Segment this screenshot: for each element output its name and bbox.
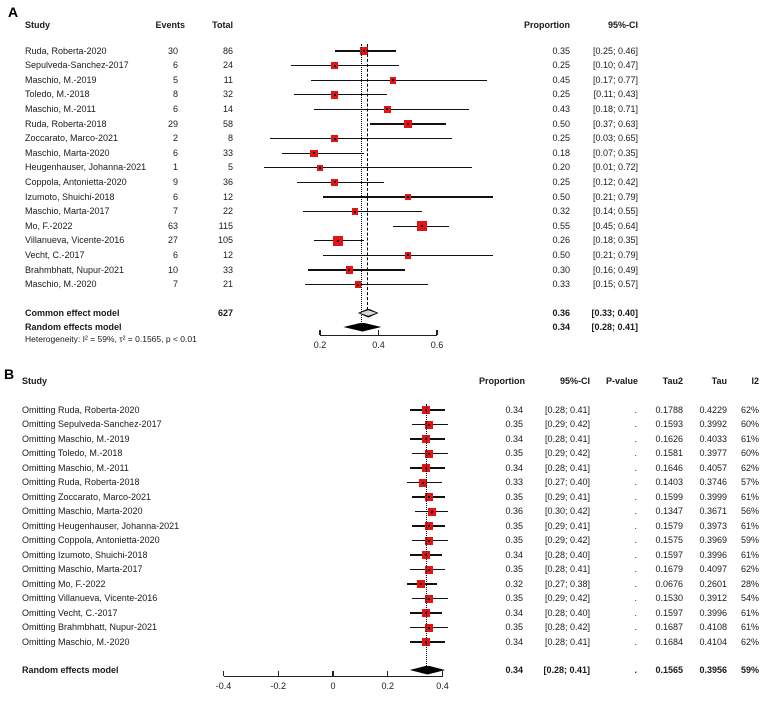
- pvalue-value: .: [634, 448, 637, 458]
- ci-value: [0.12; 0.42]: [592, 176, 638, 187]
- total-value: 14: [222, 103, 233, 114]
- proportion-value: 0.32: [552, 206, 570, 217]
- total-value: 105: [217, 235, 233, 246]
- study-name: Omitting Maschio, Marta-2020: [22, 506, 143, 516]
- random-effects-label: Random effects model: [22, 664, 119, 675]
- axis-tick: [278, 671, 279, 677]
- events-value: 1: [172, 162, 178, 173]
- study-name: Omitting Ruda, Roberta-2018: [22, 477, 140, 487]
- events-value: 30: [167, 45, 178, 56]
- col-header-proportion-b: Proportion: [479, 376, 525, 386]
- study-name: Omitting Villanueva, Vicente-2016: [22, 593, 158, 603]
- col-header-pvalue: P-value: [605, 376, 638, 386]
- effect-square: [390, 77, 397, 84]
- i2-value: 60%: [740, 419, 759, 429]
- proportion-value: 0.34: [505, 404, 523, 415]
- ci-value: [0.28; 0.41]: [544, 636, 590, 647]
- i2-value: 61%: [740, 549, 759, 560]
- random-effects-ci: [0.28; 0.41]: [543, 664, 590, 675]
- col-header-study-a: Study: [25, 20, 51, 30]
- proportion-value: 0.35: [505, 622, 523, 632]
- study-name: Maschio, Marta-2017: [25, 206, 110, 217]
- ci-value: [0.29; 0.41]: [544, 491, 590, 502]
- effect-square: [331, 135, 338, 142]
- ci-line: [264, 167, 472, 168]
- events-value: 29: [167, 118, 178, 129]
- tau2-value: 0.1597: [655, 607, 683, 618]
- ci-value: [0.25; 0.46]: [592, 45, 638, 56]
- ci-value: [0.45; 0.64]: [592, 220, 638, 231]
- col-header-events: Events: [155, 20, 185, 30]
- random-effects-i2: 59%: [740, 664, 759, 675]
- total-value: 32: [222, 89, 233, 100]
- col-header-ci-a: 95%-CI: [607, 20, 638, 30]
- col-header-i2: I2: [751, 376, 759, 386]
- study-name: Omitting Heugenhauser, Johanna-2021: [22, 520, 180, 531]
- proportion-value: 0.34: [505, 433, 523, 444]
- forest-plot-area-b: [180, 398, 470, 703]
- axis-tick: [378, 330, 379, 336]
- study-name: Ruda, Roberta-2020: [25, 45, 107, 56]
- events-value: 7: [172, 206, 178, 217]
- study-name: Omitting Maschio, Marta-2017: [22, 564, 143, 574]
- tau-value: 0.2601: [699, 578, 727, 589]
- tau2-value: 0.1597: [655, 549, 683, 560]
- study-name: Mo, F.-2022: [25, 220, 73, 231]
- pvalue-value: .: [634, 636, 637, 647]
- proportion-value: 0.34: [505, 607, 523, 618]
- effect-square: [333, 236, 343, 246]
- random-effects-ci: [0.28; 0.41]: [591, 321, 638, 332]
- ci-value: [0.17; 0.77]: [592, 74, 638, 85]
- axis-tick-label: -0.4: [215, 681, 232, 691]
- ci-value: [0.28; 0.41]: [544, 404, 590, 415]
- ci-value: [0.18; 0.71]: [592, 103, 638, 114]
- proportion-value: 0.50: [552, 249, 570, 260]
- study-name: Heugenhauser, Johanna-2021: [25, 162, 147, 173]
- effect-square: [331, 62, 339, 70]
- ci-value: [0.27; 0.40]: [544, 477, 590, 487]
- panel-b-label: B: [4, 366, 15, 382]
- proportion-value: 0.55: [552, 220, 570, 231]
- proportion-value: 0.18: [552, 147, 570, 158]
- study-name: Omitting Maschio, M.-2011: [22, 462, 129, 473]
- ci-value: [0.07; 0.35]: [592, 147, 638, 158]
- total-value: 22: [222, 206, 233, 217]
- study-name: Omitting Maschio, M.-2019: [22, 433, 130, 444]
- pvalue-value: .: [634, 578, 637, 589]
- pvalue-value: .: [634, 477, 637, 487]
- i2-value: 61%: [740, 520, 759, 531]
- effect-square: [417, 221, 427, 231]
- proportion-value: 0.33: [552, 279, 570, 290]
- ci-value: [0.21; 0.79]: [592, 249, 638, 260]
- tau2-value: 0.1646: [655, 462, 683, 473]
- reference-line-dotted: [361, 44, 362, 324]
- ci-value: [0.28; 0.40]: [544, 607, 590, 618]
- total-value: 115: [218, 220, 233, 231]
- ci-value: [0.29; 0.41]: [544, 520, 590, 531]
- axis-tick: [319, 330, 320, 336]
- study-name: Toledo, M.-2018: [25, 89, 90, 100]
- proportion-value: 0.36: [505, 506, 523, 516]
- x-axis-line: [320, 335, 437, 336]
- events-value: 2: [172, 133, 178, 144]
- pvalue-value: .: [634, 607, 637, 618]
- ci-line: [294, 94, 388, 95]
- reference-line-dotted: [426, 404, 427, 666]
- effect-square: [404, 120, 413, 129]
- ci-line: [311, 80, 487, 81]
- effect-square: [384, 106, 391, 113]
- col-header-ci-b: 95%-CI: [559, 376, 590, 386]
- effect-square: [417, 580, 425, 588]
- random-effects-tau: 0.3956: [699, 664, 727, 675]
- proportion-value: 0.32: [505, 578, 523, 589]
- events-value: 6: [172, 249, 178, 260]
- study-name: Maschio, Marta-2020: [25, 147, 110, 158]
- pvalue-value: .: [634, 564, 637, 574]
- col-header-tau: Tau: [711, 376, 727, 386]
- i2-value: 62%: [740, 564, 759, 574]
- tau2-value: 0.1581: [655, 448, 683, 458]
- effect-square: [405, 194, 412, 201]
- study-name: Omitting Mo, F.-2022: [22, 578, 106, 589]
- effect-square: [331, 179, 339, 187]
- axis-tick-label: 0.2: [313, 340, 327, 350]
- ci-line: [314, 109, 469, 110]
- tau-value: 0.3996: [699, 607, 727, 618]
- i2-value: 62%: [740, 636, 759, 647]
- axis-tick: [436, 330, 437, 336]
- study-name: Omitting Brahmbhatt, Nupur-2021: [22, 622, 158, 632]
- ci-value: [0.37; 0.63]: [592, 118, 638, 129]
- common-effect-total: 627: [217, 307, 233, 318]
- events-value: 6: [172, 147, 178, 158]
- pvalue-value: .: [634, 404, 637, 415]
- proportion-value: 0.35: [505, 593, 523, 603]
- proportion-value: 0.35: [505, 491, 523, 502]
- events-value: 10: [167, 264, 178, 275]
- col-header-tau2: Tau2: [662, 376, 683, 386]
- pvalue-value: .: [634, 506, 637, 516]
- tau2-value: 0.1684: [655, 636, 683, 647]
- study-name: Omitting Toledo, M.-2018: [22, 448, 123, 458]
- total-value: 8: [227, 133, 233, 144]
- axis-tick-label: 0.4: [436, 681, 449, 691]
- random-effects-tau2: 0.1565: [655, 664, 683, 675]
- study-name: Maschio, M.-2019: [25, 74, 97, 85]
- axis-tick-label: -0.2: [270, 681, 287, 691]
- ci-value: [0.29; 0.42]: [544, 593, 590, 603]
- total-value: 24: [222, 60, 233, 71]
- i2-value: 57%: [740, 477, 759, 487]
- ci-value: [0.27; 0.38]: [544, 578, 590, 589]
- ci-value: [0.28; 0.42]: [544, 622, 590, 632]
- axis-tick-label: 0.4: [372, 340, 385, 350]
- study-name: Brahmbhatt, Nupur-2021: [25, 264, 125, 275]
- study-name: Omitting Coppola, Antonietta-2020: [22, 535, 160, 545]
- tau-value: 0.3999: [699, 491, 727, 502]
- ci-value: [0.21; 0.79]: [592, 191, 638, 202]
- events-value: 7: [172, 279, 178, 290]
- random-effects-diamond: [410, 666, 446, 675]
- tau-value: 0.3996: [699, 549, 727, 560]
- ci-value: [0.10; 0.47]: [592, 60, 638, 71]
- total-value: 21: [222, 279, 233, 290]
- pvalue-value: .: [634, 549, 637, 560]
- common-effect-proportion: 0.36: [552, 307, 570, 318]
- study-name: Omitting Vecht, C.-2017: [22, 607, 118, 618]
- ci-value: [0.18; 0.35]: [592, 235, 638, 246]
- study-name: Sepulveda-Sanchez-2017: [25, 60, 129, 71]
- proportion-value: 0.30: [552, 264, 570, 275]
- col-header-total: Total: [212, 20, 233, 30]
- ci-value: [0.28; 0.41]: [544, 462, 590, 473]
- i2-value: 61%: [740, 433, 759, 444]
- tau-value: 0.3969: [699, 535, 727, 545]
- panel-a-label: A: [8, 4, 19, 20]
- proportion-value: 0.34: [505, 636, 523, 647]
- proportion-value: 0.34: [505, 549, 523, 560]
- i2-value: 56%: [740, 506, 759, 516]
- tau-value: 0.3912: [699, 593, 727, 603]
- total-value: 12: [222, 249, 233, 260]
- ci-value: [0.11; 0.43]: [593, 89, 638, 100]
- ci-line: [297, 182, 385, 183]
- study-name: Omitting Izumoto, Shuichi-2018: [22, 549, 148, 560]
- effect-square: [310, 150, 318, 158]
- tau-value: 0.4108: [699, 622, 727, 632]
- common-effect-diamond-inner: [360, 310, 377, 316]
- study-name: Villanueva, Vicente-2016: [25, 235, 125, 246]
- i2-value: 61%: [740, 622, 759, 632]
- tau-value: 0.3746: [699, 477, 727, 487]
- axis-tick: [223, 671, 224, 677]
- tau2-value: 0.1347: [655, 506, 683, 516]
- ci-value: [0.16; 0.49]: [592, 264, 638, 275]
- pvalue-value: .: [634, 622, 637, 632]
- proportion-value: 0.20: [552, 162, 570, 173]
- proportion-value: 0.45: [552, 74, 570, 85]
- proportion-value: 0.35: [505, 419, 523, 429]
- proportion-value: 0.35: [505, 564, 523, 574]
- axis-tick-label: 0: [330, 681, 336, 691]
- ci-value: [0.01; 0.72]: [592, 162, 638, 173]
- tau2-value: 0.1788: [655, 404, 683, 415]
- tau2-value: 0.1599: [655, 491, 683, 502]
- tau-value: 0.3977: [699, 448, 727, 458]
- tau-value: 0.3671: [699, 506, 727, 516]
- study-name: Maschio, M.-2020: [25, 279, 97, 290]
- study-name: Zoccarato, Marco-2021: [25, 133, 119, 144]
- proportion-value: 0.50: [552, 118, 570, 129]
- total-value: 5: [227, 162, 233, 173]
- total-value: 33: [222, 147, 233, 158]
- axis-tick: [332, 671, 333, 677]
- events-value: 8: [172, 89, 178, 100]
- tau2-value: 0.1530: [655, 593, 683, 603]
- i2-value: 62%: [740, 462, 759, 473]
- ci-value: [0.29; 0.42]: [544, 535, 590, 545]
- total-value: 58: [222, 118, 233, 129]
- i2-value: 62%: [740, 404, 759, 415]
- proportion-value: 0.43: [552, 103, 570, 114]
- tau2-value: 0.1679: [655, 564, 683, 574]
- axis-tick: [387, 671, 388, 677]
- pvalue-value: .: [634, 520, 637, 531]
- tau-value: 0.4229: [699, 404, 727, 415]
- ci-value: [0.28; 0.40]: [544, 549, 590, 560]
- ci-line: [282, 153, 364, 154]
- proportion-value: 0.33: [505, 477, 523, 487]
- effect-square: [331, 91, 339, 99]
- study-name: Izumoto, Shuichi-2018: [25, 191, 115, 202]
- tau2-value: 0.1403: [655, 477, 683, 487]
- tau-value: 0.4104: [699, 636, 727, 647]
- tau2-value: 0.1626: [655, 433, 683, 444]
- random-effects-label: Random effects model: [25, 321, 122, 332]
- ci-value: [0.15; 0.57]: [592, 279, 638, 290]
- study-name: Omitting Zoccarato, Marco-2021: [22, 491, 152, 502]
- common-effect-ci: [0.33; 0.40]: [591, 307, 638, 318]
- heterogeneity-note: Heterogeneity: I² = 59%, τ² = 0.1565, p < 0.01: [25, 334, 197, 344]
- effect-square: [317, 165, 324, 172]
- proportion-value: 0.26: [552, 235, 570, 246]
- total-value: 11: [223, 74, 233, 85]
- proportion-value: 0.35: [505, 535, 523, 545]
- pvalue-value: .: [634, 593, 637, 603]
- ci-value: [0.14; 0.55]: [592, 206, 638, 217]
- tau-value: 0.3992: [699, 419, 727, 429]
- ci-line: [291, 65, 399, 66]
- total-value: 12: [222, 191, 233, 202]
- pvalue-value: .: [634, 419, 637, 429]
- total-value: 36: [222, 176, 233, 187]
- random-effects-pvalue: .: [634, 664, 637, 675]
- tau2-value: 0.0676: [655, 578, 683, 589]
- proportion-value: 0.25: [552, 176, 570, 187]
- effect-square: [346, 266, 354, 274]
- effect-square: [405, 252, 412, 259]
- proportion-value: 0.34: [505, 462, 523, 473]
- ci-value: [0.28; 0.41]: [544, 564, 590, 574]
- pvalue-value: .: [634, 535, 637, 545]
- study-name: Omitting Sepulveda-Sanchez-2017: [22, 419, 162, 429]
- pvalue-value: .: [634, 491, 637, 502]
- col-header-proportion-a: Proportion: [524, 20, 570, 30]
- col-header-study-b: Study: [22, 376, 48, 386]
- random-effects-proportion: 0.34: [552, 321, 570, 332]
- i2-value: 61%: [740, 607, 759, 618]
- effect-square: [352, 208, 359, 215]
- events-value: 9: [172, 176, 178, 187]
- ci-line: [308, 269, 405, 270]
- i2-value: 28%: [740, 578, 759, 589]
- events-value: 6: [172, 103, 178, 114]
- proportion-value: 0.35: [505, 520, 523, 531]
- axis-tick-label: 0.2: [381, 681, 395, 691]
- effect-square: [428, 508, 436, 516]
- study-name: Vecht, C.-2017: [25, 249, 85, 260]
- proportion-value: 0.25: [552, 60, 570, 71]
- axis-tick: [442, 671, 443, 677]
- study-name: Ruda, Roberta-2018: [25, 118, 107, 129]
- ci-value: [0.03; 0.65]: [592, 133, 638, 144]
- ci-value: [0.28; 0.41]: [544, 433, 590, 444]
- events-value: 27: [167, 235, 178, 246]
- reference-line-dashed: [367, 44, 368, 310]
- events-value: 5: [172, 74, 178, 85]
- axis-tick-label: 0.6: [430, 340, 444, 350]
- proportion-value: 0.25: [552, 89, 570, 100]
- ci-value: [0.29; 0.42]: [544, 419, 590, 429]
- tau2-value: 0.1687: [655, 622, 683, 632]
- ci-value: [0.30; 0.42]: [544, 506, 590, 516]
- i2-value: 54%: [740, 593, 759, 603]
- random-effects-proportion: 0.34: [505, 664, 523, 675]
- tau-value: 0.4097: [699, 564, 727, 574]
- random-effects-diamond: [343, 323, 381, 332]
- tau2-value: 0.1575: [655, 535, 683, 545]
- tau2-value: 0.1579: [655, 520, 683, 531]
- i2-value: 59%: [740, 535, 759, 545]
- proportion-value: 0.35: [552, 45, 570, 56]
- total-value: 33: [222, 264, 233, 275]
- study-name: Coppola, Antonietta-2020: [25, 176, 127, 187]
- i2-value: 60%: [740, 448, 759, 458]
- events-value: 6: [172, 191, 178, 202]
- tau-value: 0.3973: [699, 520, 727, 531]
- ci-value: [0.29; 0.42]: [544, 448, 590, 458]
- proportion-value: 0.35: [505, 448, 523, 458]
- common-effect-label: Common effect model: [25, 307, 120, 318]
- tau-value: 0.4057: [699, 462, 727, 473]
- pvalue-value: .: [634, 462, 637, 473]
- ci-line: [303, 211, 423, 212]
- x-axis-line: [224, 676, 443, 677]
- tau2-value: 0.1593: [655, 419, 683, 429]
- tau-value: 0.4033: [699, 433, 727, 444]
- study-name: Omitting Maschio, M.-2020: [22, 636, 130, 647]
- total-value: 86: [222, 45, 233, 56]
- proportion-value: 0.25: [552, 133, 570, 144]
- study-name: Maschio, M.-2011: [25, 103, 96, 114]
- i2-value: 61%: [740, 491, 759, 502]
- study-name: Omitting Ruda, Roberta-2020: [22, 404, 140, 415]
- proportion-value: 0.50: [552, 191, 570, 202]
- pvalue-value: .: [634, 433, 637, 444]
- events-value: 6: [172, 60, 178, 71]
- events-value: 63: [167, 220, 178, 231]
- forest-plot-area-a: [250, 40, 512, 360]
